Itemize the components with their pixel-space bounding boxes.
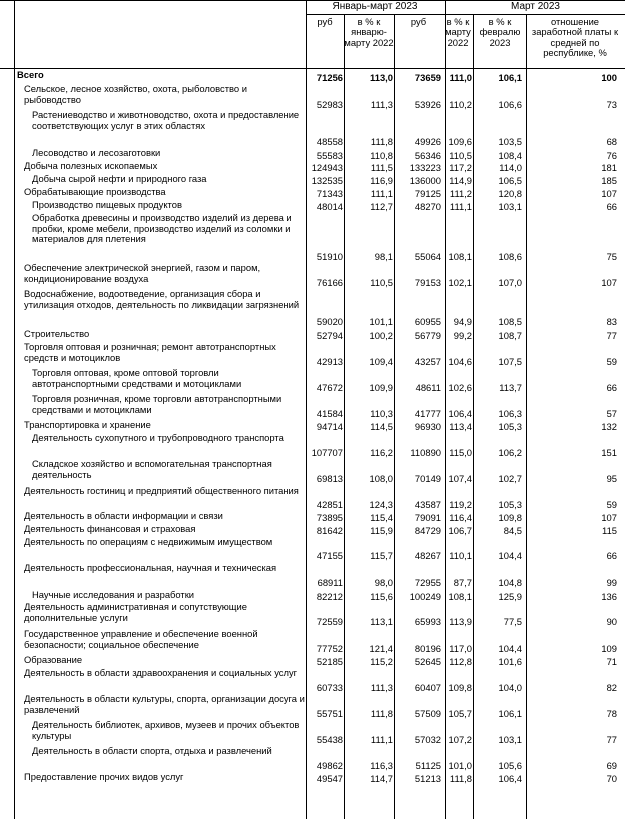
cell-rub-march: 43587 [414,498,441,510]
cell-ratio: 76 [606,149,617,161]
cell-rub-march: 133223 [409,161,441,173]
table-row [0,368,625,393]
table-row [0,537,625,561]
table-row [0,524,625,536]
cell-pct-jan-mar-2022: 111,8 [370,707,393,719]
cell-pct-jan-mar-2022: 114,7 [370,772,393,784]
cell-rub-jan-mar: 72559 [316,615,343,627]
cell-rub-jan-mar: 60733 [316,681,343,693]
cell-rub-march: 56779 [414,329,441,341]
cell-pct-jan-mar-2022: 114,5 [370,420,393,432]
cell-ratio: 73 [606,98,617,110]
table-row [0,200,625,212]
cell-pct-jan-mar-2022: 111,3 [370,681,393,693]
row-label: Деятельность гостиниц и предприятий общественного питания [24,485,299,496]
cell-pct-jan-mar-2022: 112,7 [370,200,393,212]
table-row [0,161,625,173]
row-label: Деятельность в области спорта, отдыха и развлечений [32,745,272,756]
cell-pct-jan-mar-2022: 110,8 [370,149,393,161]
cell-pct-jan-mar-2022: 115,6 [370,590,393,602]
cell-ratio: 68 [606,135,617,147]
cell-ratio: 100 [601,71,617,83]
cell-ratio: 99 [606,576,617,588]
cell-pct-jan-mar-2022: 101,1 [369,315,393,327]
cell-ratio: 107 [601,276,617,288]
cell-pct-feb-2023: 102,7 [498,472,522,484]
cell-pct-jan-mar-2022: 111,5 [370,161,393,173]
col-header-pct-feb-2023: в % к февралю 2023 [479,16,521,48]
cell-pct-mar-2022: 115,0 [449,446,472,458]
cell-ratio: 66 [606,200,617,212]
cell-pct-mar-2022: 111,8 [449,772,472,784]
header-bottom-rule [0,68,625,69]
cell-pct-mar-2022: 108,1 [448,590,472,602]
cell-pct-mar-2022: 104,6 [448,355,472,367]
cell-rub-march: 65993 [414,615,441,627]
cell-rub-march: 48270 [414,200,441,212]
table-row [0,459,625,484]
cell-ratio: 136 [601,590,617,602]
table-row [0,511,625,523]
cell-rub-jan-mar: 71343 [316,187,343,199]
row-label: Добыча сырой нефти и природного газа [32,173,207,184]
group-header-march: Март 2023 [511,1,560,12]
cell-pct-jan-mar-2022: 115,7 [370,549,393,561]
table-row [0,486,625,510]
row-label: Научные исследования и разработки [32,589,195,600]
cell-pct-mar-2022: 105,7 [448,707,472,719]
cell-rub-march: 57032 [414,733,441,745]
cell-pct-mar-2022: 110,5 [449,149,472,161]
cell-pct-feb-2023: 104,4 [498,549,522,561]
cell-pct-mar-2022: 110,2 [449,98,472,110]
cell-rub-march: 48611 [415,381,441,393]
cell-ratio: 185 [601,174,617,186]
cell-rub-march: 60407 [414,681,441,693]
row-label: Деятельность административная и сопутствующие дополнительные услуги [24,601,247,623]
cell-pct-feb-2023: 105,3 [498,420,522,432]
cell-rub-jan-mar: 68911 [317,576,343,588]
cell-ratio: 83 [606,315,617,327]
cell-pct-jan-mar-2022: 100,2 [369,329,393,341]
cell-ratio: 59 [606,355,617,367]
cell-pct-feb-2023: 108,5 [498,315,522,327]
cell-ratio: 75 [606,250,617,262]
cell-rub-jan-mar: 107707 [311,446,343,458]
cell-pct-mar-2022: 117,0 [449,642,472,654]
col-header-rub-1: руб [317,16,333,27]
cell-pct-jan-mar-2022: 109,9 [369,381,393,393]
cell-pct-feb-2023: 106,4 [498,772,522,784]
cell-rub-jan-mar: 94714 [316,420,343,432]
cell-pct-jan-mar-2022: 115,4 [370,511,393,523]
cell-rub-march: 110890 [410,446,441,458]
cell-pct-feb-2023: 107,5 [498,355,522,367]
cell-pct-jan-mar-2022: 124,3 [369,498,393,510]
cell-pct-mar-2022: 99,2 [453,329,472,341]
cell-pct-feb-2023: 103,5 [498,135,522,147]
cell-pct-feb-2023: 103,1 [498,733,522,745]
cell-pct-jan-mar-2022: 110,5 [370,276,393,288]
cell-rub-march: 51125 [415,759,441,771]
cell-pct-feb-2023: 106,5 [498,174,522,186]
cell-pct-feb-2023: 125,9 [498,590,522,602]
cell-ratio: 77 [606,329,617,341]
cell-pct-jan-mar-2022: 115,2 [370,655,393,667]
cell-rub-march: 84729 [414,524,441,536]
cell-rub-march: 49926 [414,135,441,147]
table-row [0,433,625,458]
table-row [0,629,625,654]
row-label: Деятельность в области культуры, спорта, организации досуга и развлечений [24,693,305,715]
cell-rub-jan-mar: 47155 [316,549,343,561]
cell-pct-jan-mar-2022: 98,0 [374,576,393,588]
cell-pct-feb-2023: 104,0 [498,681,522,693]
cell-pct-mar-2022: 87,7 [453,576,472,588]
cell-ratio: 109 [601,642,617,654]
row-label: Водоснабжение, водоотведение, организация сбора и утилизация отходов, деятельность по ликвидации загрязнений [24,288,300,310]
cell-pct-mar-2022: 119,2 [449,498,472,510]
table-row [0,655,625,667]
row-label: Деятельность в области информации и связи [24,510,223,521]
table-row [0,187,625,199]
table-row [0,394,625,419]
cell-pct-feb-2023: 106,2 [498,446,522,458]
cell-pct-mar-2022: 113,9 [449,615,472,627]
cell-pct-feb-2023: 84,5 [503,524,522,536]
table-row [0,772,625,784]
table-row [0,70,625,83]
group-header-jan-mar: Январь-март 2023 [332,1,418,12]
cell-rub-march: 55064 [414,250,441,262]
cell-pct-mar-2022: 102,6 [448,381,472,393]
cell-pct-mar-2022: 102,1 [448,276,472,288]
cell-pct-jan-mar-2022: 110,3 [370,407,393,419]
cell-pct-feb-2023: 113,7 [499,381,522,393]
row-label: Строительство [24,328,90,339]
cell-pct-mar-2022: 110,1 [449,549,472,561]
table-row [0,668,625,693]
table-row [0,174,625,186]
group-rule [306,14,625,15]
cell-rub-jan-mar: 55751 [316,707,343,719]
cell-pct-mar-2022: 94,9 [453,315,472,327]
cell-ratio: 95 [606,472,617,484]
cell-ratio: 66 [606,549,617,561]
row-label: Всего [17,69,44,80]
cell-rub-march: 72955 [414,576,441,588]
row-label: Деятельность в области здравоохранения и социальных услуг [24,667,298,678]
cell-rub-jan-mar: 42851 [316,498,343,510]
table-row [0,694,625,719]
cell-pct-mar-2022: 106,7 [448,524,472,536]
cell-pct-feb-2023: 108,7 [498,329,522,341]
cell-pct-feb-2023: 106,1 [498,71,522,83]
row-label: Сельское, лесное хозяйство, охота, рыболовство и рыбоводство [24,83,247,105]
row-label: Обрабатывающие производства [24,186,166,197]
col-header-ratio: отношение заработной платы к средней по республике, % [531,16,619,58]
cell-pct-jan-mar-2022: 111,1 [370,733,393,745]
cell-pct-jan-mar-2022: 98,1 [374,250,393,262]
cell-pct-feb-2023: 108,6 [498,250,522,262]
cell-pct-feb-2023: 120,8 [498,187,522,199]
cell-ratio: 59 [606,498,617,510]
cell-rub-march: 100249 [409,590,441,602]
cell-pct-jan-mar-2022: 109,4 [369,355,393,367]
cell-rub-jan-mar: 59020 [316,315,343,327]
cell-pct-feb-2023: 104,8 [498,576,522,588]
cell-pct-mar-2022: 114,9 [449,174,472,186]
cell-ratio: 78 [606,707,617,719]
cell-ratio: 70 [606,772,617,784]
table-row [0,263,625,288]
cell-pct-mar-2022: 109,6 [448,135,472,147]
table-row [0,602,625,627]
cell-pct-jan-mar-2022: 108,0 [369,472,393,484]
row-label: Деятельность профессиональная, научная и техническая [24,562,277,573]
cell-rub-jan-mar: 51910 [316,250,343,262]
table-row [0,213,625,262]
cell-pct-feb-2023: 105,6 [498,759,522,771]
cell-ratio: 90 [606,615,617,627]
row-label: Складское хозяйство и вспомогательная транспортная деятельность [32,458,272,480]
cell-rub-march: 52645 [414,655,441,667]
cell-rub-jan-mar: 82212 [316,590,343,602]
cell-pct-jan-mar-2022: 115,9 [370,524,393,536]
row-label: Лесоводство и лесозаготовки [32,147,161,158]
cell-ratio: 71 [606,655,617,667]
cell-pct-jan-mar-2022: 113,0 [370,71,393,83]
cell-rub-jan-mar: 76166 [316,276,343,288]
cell-pct-mar-2022: 109,8 [448,681,472,693]
col-header-pct-jan-mar-2022: в % к январю-марту 2022 [344,16,394,48]
cell-ratio: 77 [606,733,617,745]
table-row [0,420,625,432]
table-row [0,84,625,110]
row-label: Обеспечение электрической энергией, газом и паром, кондиционирование воздуха [24,262,261,284]
cell-rub-jan-mar: 69813 [316,472,343,484]
cell-pct-mar-2022: 101,0 [448,759,472,771]
cell-pct-jan-mar-2022: 111,8 [370,135,393,147]
cell-rub-jan-mar: 49862 [316,759,343,771]
cell-rub-jan-mar: 48558 [316,135,343,147]
cell-rub-jan-mar: 49547 [316,772,343,784]
table-row [0,720,625,745]
row-label: Предоставление прочих видов услуг [24,771,184,782]
cell-pct-feb-2023: 106,3 [498,407,522,419]
row-label: Деятельность сухопутного и трубопроводного транспорта [32,432,284,443]
table-row [0,342,625,367]
cell-rub-jan-mar: 73895 [316,511,343,523]
table-row [0,746,625,771]
cell-pct-feb-2023: 107,0 [498,276,522,288]
col-header-pct-mar-2022: в % к марту 2022 [445,16,471,48]
table-row [0,110,625,147]
row-label: Деятельность по операциям с недвижимым имуществом [24,536,273,547]
row-label: Государственное управление и обеспечение военной безопасности; социальное обеспечение [24,628,258,650]
cell-rub-march: 136000 [409,174,441,186]
row-label: Торговля розничная, кроме торговли автотранспортными средствами и мотоциклами [32,393,282,415]
row-label: Образование [24,654,83,665]
cell-pct-feb-2023: 101,6 [498,655,522,667]
cell-pct-mar-2022: 106,4 [448,407,472,419]
cell-rub-march: 48267 [414,549,441,561]
cell-pct-jan-mar-2022: 116,2 [370,446,393,458]
cell-pct-mar-2022: 107,2 [448,733,472,745]
cell-pct-jan-mar-2022: 111,3 [370,98,393,110]
cell-pct-jan-mar-2022: 116,3 [370,759,393,771]
cell-pct-jan-mar-2022: 111,1 [370,187,393,199]
cell-rub-jan-mar: 52794 [316,329,343,341]
cell-pct-mar-2022: 112,8 [449,655,472,667]
cell-rub-march: 51213 [414,772,441,784]
cell-pct-feb-2023: 114,0 [499,161,522,173]
cell-rub-march: 73659 [414,71,441,83]
cell-pct-mar-2022: 116,4 [449,511,472,523]
cell-pct-mar-2022: 111,1 [449,200,472,212]
cell-ratio: 115 [602,524,617,536]
table-row [0,329,625,341]
cell-rub-jan-mar: 55583 [316,149,343,161]
cell-rub-march: 43257 [414,355,441,367]
cell-rub-jan-mar: 47672 [316,381,343,393]
row-label: Добыча полезных ископаемых [24,160,158,171]
cell-pct-feb-2023: 108,4 [498,149,522,161]
cell-rub-jan-mar: 52185 [316,655,343,667]
cell-pct-mar-2022: 111,0 [449,71,472,83]
cell-pct-feb-2023: 106,6 [498,98,522,110]
row-label: Производство пищевых продуктов [32,199,182,210]
cell-ratio: 57 [606,407,617,419]
cell-rub-march: 57509 [414,707,441,719]
row-label: Торговля оптовая и розничная; ремонт автотранспортных средств и мотоциклов [24,341,276,363]
cell-rub-jan-mar: 132535 [311,174,343,186]
cell-ratio: 82 [606,681,617,693]
cell-ratio: 66 [606,381,617,393]
cell-rub-march: 60955 [414,315,441,327]
cell-pct-feb-2023: 77,5 [503,615,522,627]
cell-rub-jan-mar: 42913 [316,355,343,367]
cell-rub-jan-mar: 48014 [316,200,343,212]
cell-pct-jan-mar-2022: 113,1 [370,615,393,627]
cell-pct-mar-2022: 111,2 [449,187,472,199]
cell-rub-jan-mar: 55438 [316,733,343,745]
cell-rub-march: 56346 [414,149,441,161]
cell-pct-mar-2022: 117,2 [449,161,472,173]
cell-pct-mar-2022: 113,4 [449,420,472,432]
col-header-rub-2: руб [410,16,427,27]
cell-rub-jan-mar: 77752 [316,642,343,654]
cell-pct-feb-2023: 103,1 [498,200,522,212]
cell-ratio: 181 [601,161,617,173]
cell-pct-mar-2022: 107,4 [448,472,472,484]
table-row [0,289,625,327]
row-label: Растениеводство и животноводство, охота и предоставление соответствующих услуг в этих областях [32,109,300,131]
cell-rub-jan-mar: 124943 [311,161,343,173]
cell-ratio: 69 [606,759,617,771]
cell-rub-jan-mar: 41584 [316,407,343,419]
cell-rub-jan-mar: 71256 [316,71,343,83]
row-label: Деятельность финансовая и страховая [24,523,196,534]
cell-pct-jan-mar-2022: 116,9 [370,174,393,186]
cell-pct-jan-mar-2022: 121,4 [369,642,393,654]
cell-pct-feb-2023: 106,1 [498,707,522,719]
cell-rub-jan-mar: 81642 [316,524,343,536]
cell-rub-march: 79153 [414,276,441,288]
cell-rub-march: 70149 [414,472,441,484]
row-label: Деятельность библиотек, архивов, музеев и прочих объектов культуры [32,719,300,741]
top-rule [0,0,625,1]
cell-rub-march: 53926 [414,98,441,110]
cell-pct-feb-2023: 104,4 [498,642,522,654]
cell-pct-feb-2023: 105,3 [498,498,522,510]
cell-ratio: 107 [601,187,617,199]
cell-rub-march: 79125 [414,187,441,199]
cell-rub-march: 80196 [414,642,441,654]
row-label: Обработка древесины и производство изделий из дерева и пробки, кроме мебели, производство изделий из соломки и материалов для плетения [32,212,292,244]
row-label: Транспортировка и хранение [24,419,151,430]
table-row [0,563,625,588]
cell-rub-jan-mar: 52983 [316,98,343,110]
cell-rub-march: 41777 [414,407,441,419]
cell-ratio: 151 [601,446,617,458]
cell-pct-mar-2022: 108,1 [448,250,472,262]
cell-rub-march: 96930 [414,420,441,432]
cell-ratio: 132 [601,420,617,432]
row-label: Торговля оптовая, кроме оптовой торговли автотранспортными средствами и мотоциклами [32,367,242,389]
cell-rub-march: 79091 [414,511,441,523]
cell-ratio: 107 [601,511,617,523]
cell-pct-feb-2023: 109,8 [498,511,522,523]
